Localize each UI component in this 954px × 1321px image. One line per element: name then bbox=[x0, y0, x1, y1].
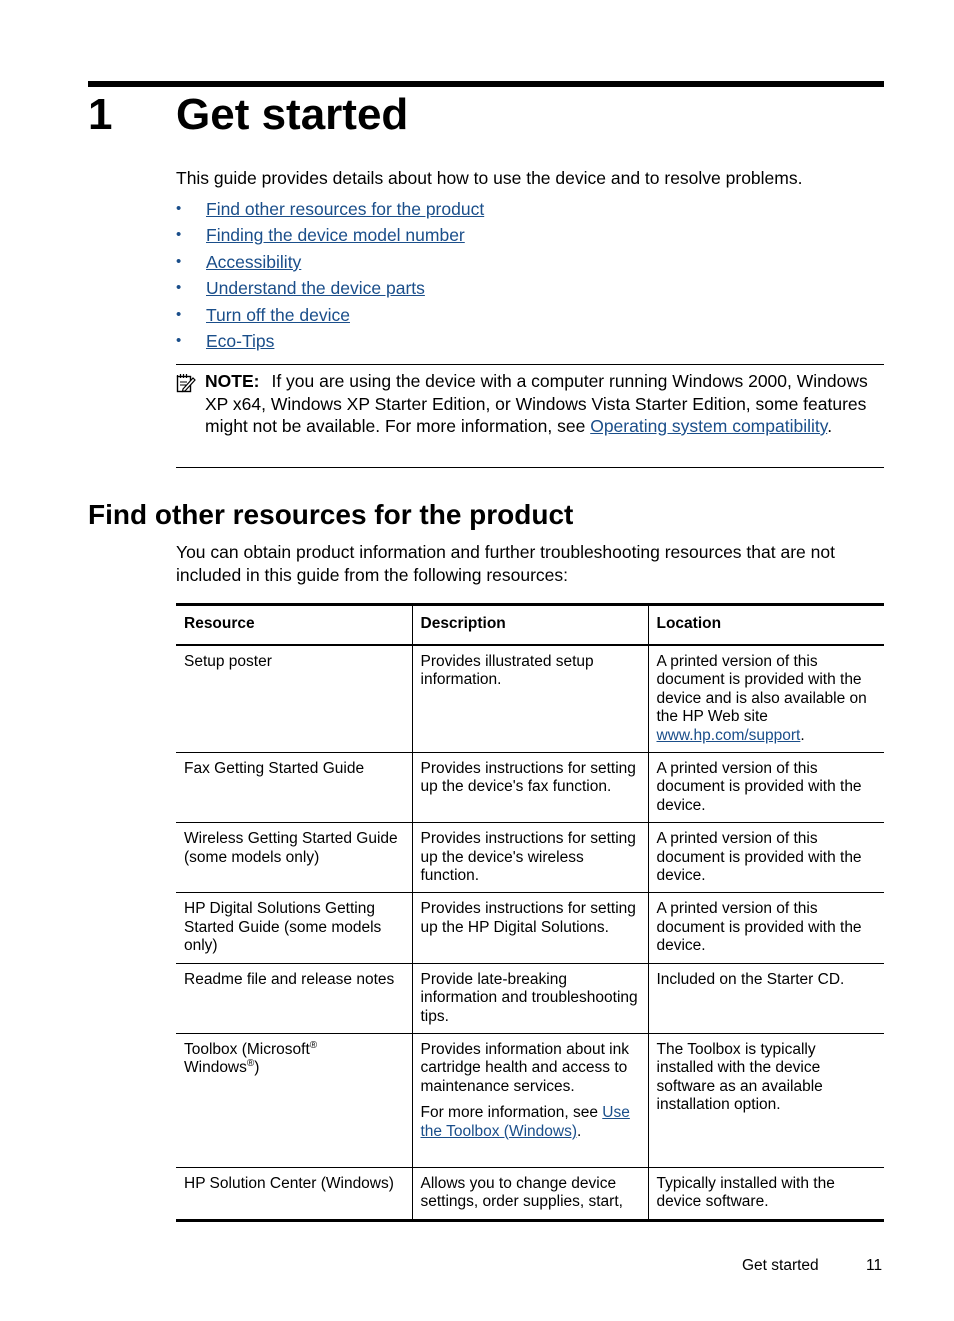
note-body: If you are using the device with a computer running Windows 2000, Windows XP x64, Windows XP Starter Edition, or Windows Vista Starter Edition, some features might not be available. For more information, see bbox=[205, 371, 868, 436]
header-location: Location bbox=[648, 605, 884, 646]
resource-text: Windows bbox=[184, 1059, 247, 1077]
bullet-icon: • bbox=[176, 200, 182, 217]
resources-table bbox=[176, 603, 884, 1222]
location-text: A printed version of this document is provided with the device and is also available on the HP Web site bbox=[656, 653, 867, 726]
table-header-row bbox=[176, 605, 884, 646]
link-find-other-resources[interactable]: Find other resources for the product bbox=[206, 199, 485, 219]
cell-resource: HP Solution Center (Windows) bbox=[184, 1174, 394, 1192]
link-turn-off-device[interactable]: Turn off the device bbox=[206, 304, 350, 325]
cell-description: Provides illustrated setup information. bbox=[412, 645, 648, 753]
cell-description: Allows you to change device settings, order supplies, start, bbox=[412, 1167, 648, 1220]
chapter-number: 1 bbox=[88, 90, 113, 139]
bullet-icon: • bbox=[176, 252, 182, 270]
note-top-rule bbox=[176, 364, 884, 365]
cell-description: Provide late-breaking information and troubleshooting tips. bbox=[412, 963, 648, 1033]
header-description: Description bbox=[412, 605, 648, 646]
table-row bbox=[176, 823, 884, 893]
table-row bbox=[176, 645, 884, 753]
link-operating-system-compatibility[interactable]: Operating system compatibility bbox=[590, 416, 828, 436]
description-more bbox=[421, 1104, 640, 1141]
link-eco-tips[interactable]: Eco-Tips bbox=[206, 330, 275, 351]
link-use-the-toolbox[interactable]: Use the Toolbox (Windows) bbox=[420, 1104, 630, 1140]
table-row bbox=[176, 963, 884, 1033]
cell-location: A printed version of this document is provided with the device. bbox=[648, 823, 884, 893]
registered-mark: ® bbox=[309, 1039, 318, 1051]
description-end: . bbox=[577, 1122, 582, 1140]
note-bottom-rule bbox=[176, 467, 884, 468]
link-finding-model-number[interactable]: Finding the device model number bbox=[206, 225, 465, 246]
link-understand-device-parts[interactable]: Understand the device parts bbox=[206, 278, 425, 299]
cell-resource: Readme file and release notes bbox=[184, 970, 395, 988]
cell-resource bbox=[176, 1033, 412, 1167]
cell-description: Provides instructions for setting up the HP Digital Solutions. bbox=[412, 893, 648, 963]
note-label: NOTE: bbox=[205, 371, 260, 391]
bullet-icon: • bbox=[176, 226, 182, 244]
description-more-text: For more information, see bbox=[420, 1104, 598, 1122]
cell-location: The Toolbox is typically installed with the device software as an available installation option. bbox=[648, 1033, 884, 1167]
cell-location: A printed version of this document is provided with the device. bbox=[648, 893, 884, 963]
cell-location bbox=[648, 645, 884, 753]
bullet-icon: • bbox=[176, 305, 182, 323]
table-row bbox=[176, 753, 884, 823]
cell-resource: Wireless Getting Started Guide (some models only) bbox=[184, 830, 398, 866]
cell-location: A printed version of this document is provided with the device. bbox=[648, 753, 884, 823]
registered-mark: ® bbox=[246, 1058, 255, 1070]
cell-resource: Setup poster bbox=[184, 653, 272, 670]
note-end: . bbox=[827, 416, 833, 436]
cell-resource: HP Digital Solutions Getting Started Guide (some models only) bbox=[184, 900, 382, 955]
section-intro: You can obtain product information and further troubleshooting resources that are not included in this guide from the following resources: bbox=[176, 542, 835, 585]
chapter-rule bbox=[88, 81, 884, 87]
cell-location: Typically installed with the device software. bbox=[648, 1167, 884, 1220]
cell-location: Included on the Starter CD. bbox=[648, 963, 884, 1033]
cell-description: Provides instructions for setting up the device's wireless function. bbox=[412, 823, 648, 893]
note-text bbox=[205, 370, 885, 438]
section-title: Find other resources for the product bbox=[88, 499, 574, 530]
table-row bbox=[176, 1033, 884, 1167]
table-row bbox=[176, 893, 884, 963]
bullet-icon: • bbox=[176, 331, 182, 349]
resource-text: ) bbox=[254, 1059, 260, 1077]
location-end: . bbox=[800, 726, 805, 744]
bullet-icon: • bbox=[176, 279, 182, 297]
cell-description: Provides instructions for setting up the device's fax function. bbox=[412, 753, 648, 823]
cell-resource: Fax Getting Started Guide bbox=[184, 760, 365, 778]
intro-paragraph: This guide provides details about how to use the device and to resolve problems. bbox=[176, 168, 803, 188]
table-row bbox=[176, 1167, 884, 1220]
footer-page-number: 11 bbox=[866, 1257, 883, 1274]
cell-description bbox=[412, 1033, 648, 1167]
footer-chapter-label: Get started bbox=[742, 1257, 819, 1274]
header-resource: Resource bbox=[184, 615, 255, 632]
link-accessibility[interactable]: Accessibility bbox=[206, 251, 302, 272]
link-hp-support[interactable]: www.hp.com/support bbox=[656, 726, 801, 744]
chapter-title: Get started bbox=[176, 90, 409, 139]
note-icon bbox=[176, 372, 196, 394]
resource-text: Toolbox (Microsoft bbox=[184, 1040, 310, 1058]
description-text: Provides information about ink cartridge health and access to maintenance services. bbox=[420, 1040, 630, 1095]
